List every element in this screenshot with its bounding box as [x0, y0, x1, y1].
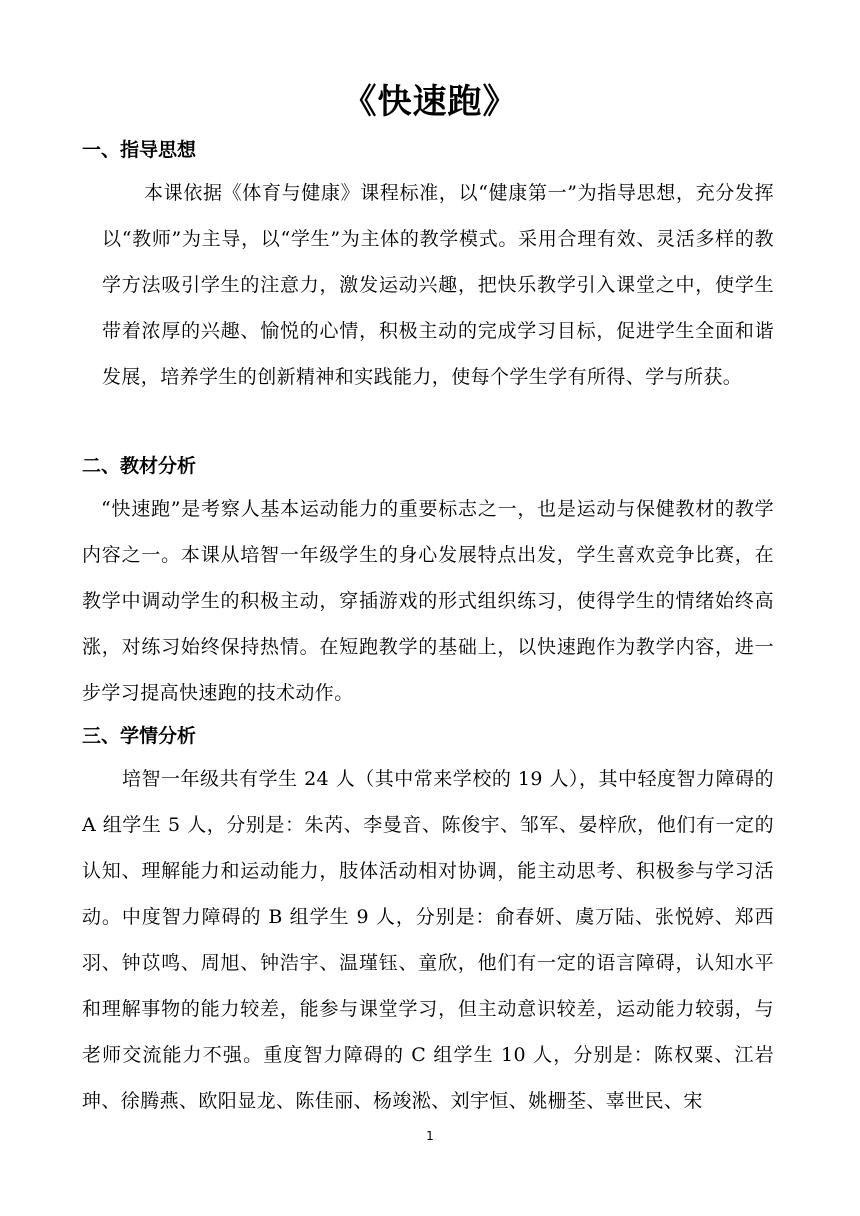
section-body-textbook-analysis: “快速跑”是考察人基本运动能力的重要标志之一，也是运动与保健教材的教学内容之一。本课从培智一年级学生的身心发展特点出发，学生喜欢竞争比赛，在教学中调动学生的积极主动，穿插游戏的形式组织练习，使得学生的情绪始终高涨，对练习始终保持热情。在短跑教学的基础上，以快速跑作为教学内容，进一步学习提高快速跑的技术动作。	[82, 498, 774, 704]
page-number: 1	[426, 1129, 434, 1143]
section-body-guiding-ideology: 本课依据《体育与健康》课程标准，以“健康第一”为指导思想，充分发挥以“教师”为主导，以“学生”为主体的教学模式。采用合理有效、灵活多样的教学方法吸引学生的注意力，激发运动兴趣，把快乐教学引入课堂之中，使学生带着浓厚的兴趣、愉悦的心情，积极主动的完成学习目标，促进学生全面和谐发展，培养学生的创新精神和实践能力，使每个学生学有所得、学与所获。	[102, 182, 774, 388]
document-title: 《快速跑》	[342, 82, 518, 122]
section-heading-student-analysis: 三、学情分析	[82, 725, 197, 747]
section-heading-textbook-analysis: 二、教材分析	[82, 455, 197, 477]
section-heading-guiding-ideology: 一、指导思想	[82, 139, 197, 161]
section-body-student-analysis: 培智一年级共有学生 24 人（其中常来学校的 19 人），其中轻度智力障碍的 A 组学生 5 人，分别是：朱芮、李曼音、陈俊宇、邹军、晏梓欣，他们有一定的认知、理解能力和运动能力，肢体活动相对协调，能主动思考、积极参与学习活动。中度智力障碍的 B 组学生 9 人，分别是：俞春妍、虞万陆、张悦婷、郑西羽、钟苡鸣、周旭、钟浩宇、温瑾钰、童欣，他们有一定的语言障碍，认知水平和理解事物的能力较差，能参与课堂学习，但主动意识较差，运动能力较弱，与老师交流能力不强。重度智力障碍的 C 组学生 10 人，分别是：陈权粟、江岩珅、徐腾燕、欧阳显龙、陈佳丽、杨竣淞、刘宇恒、姚栅荃、辜世民、宋	[82, 768, 774, 1112]
